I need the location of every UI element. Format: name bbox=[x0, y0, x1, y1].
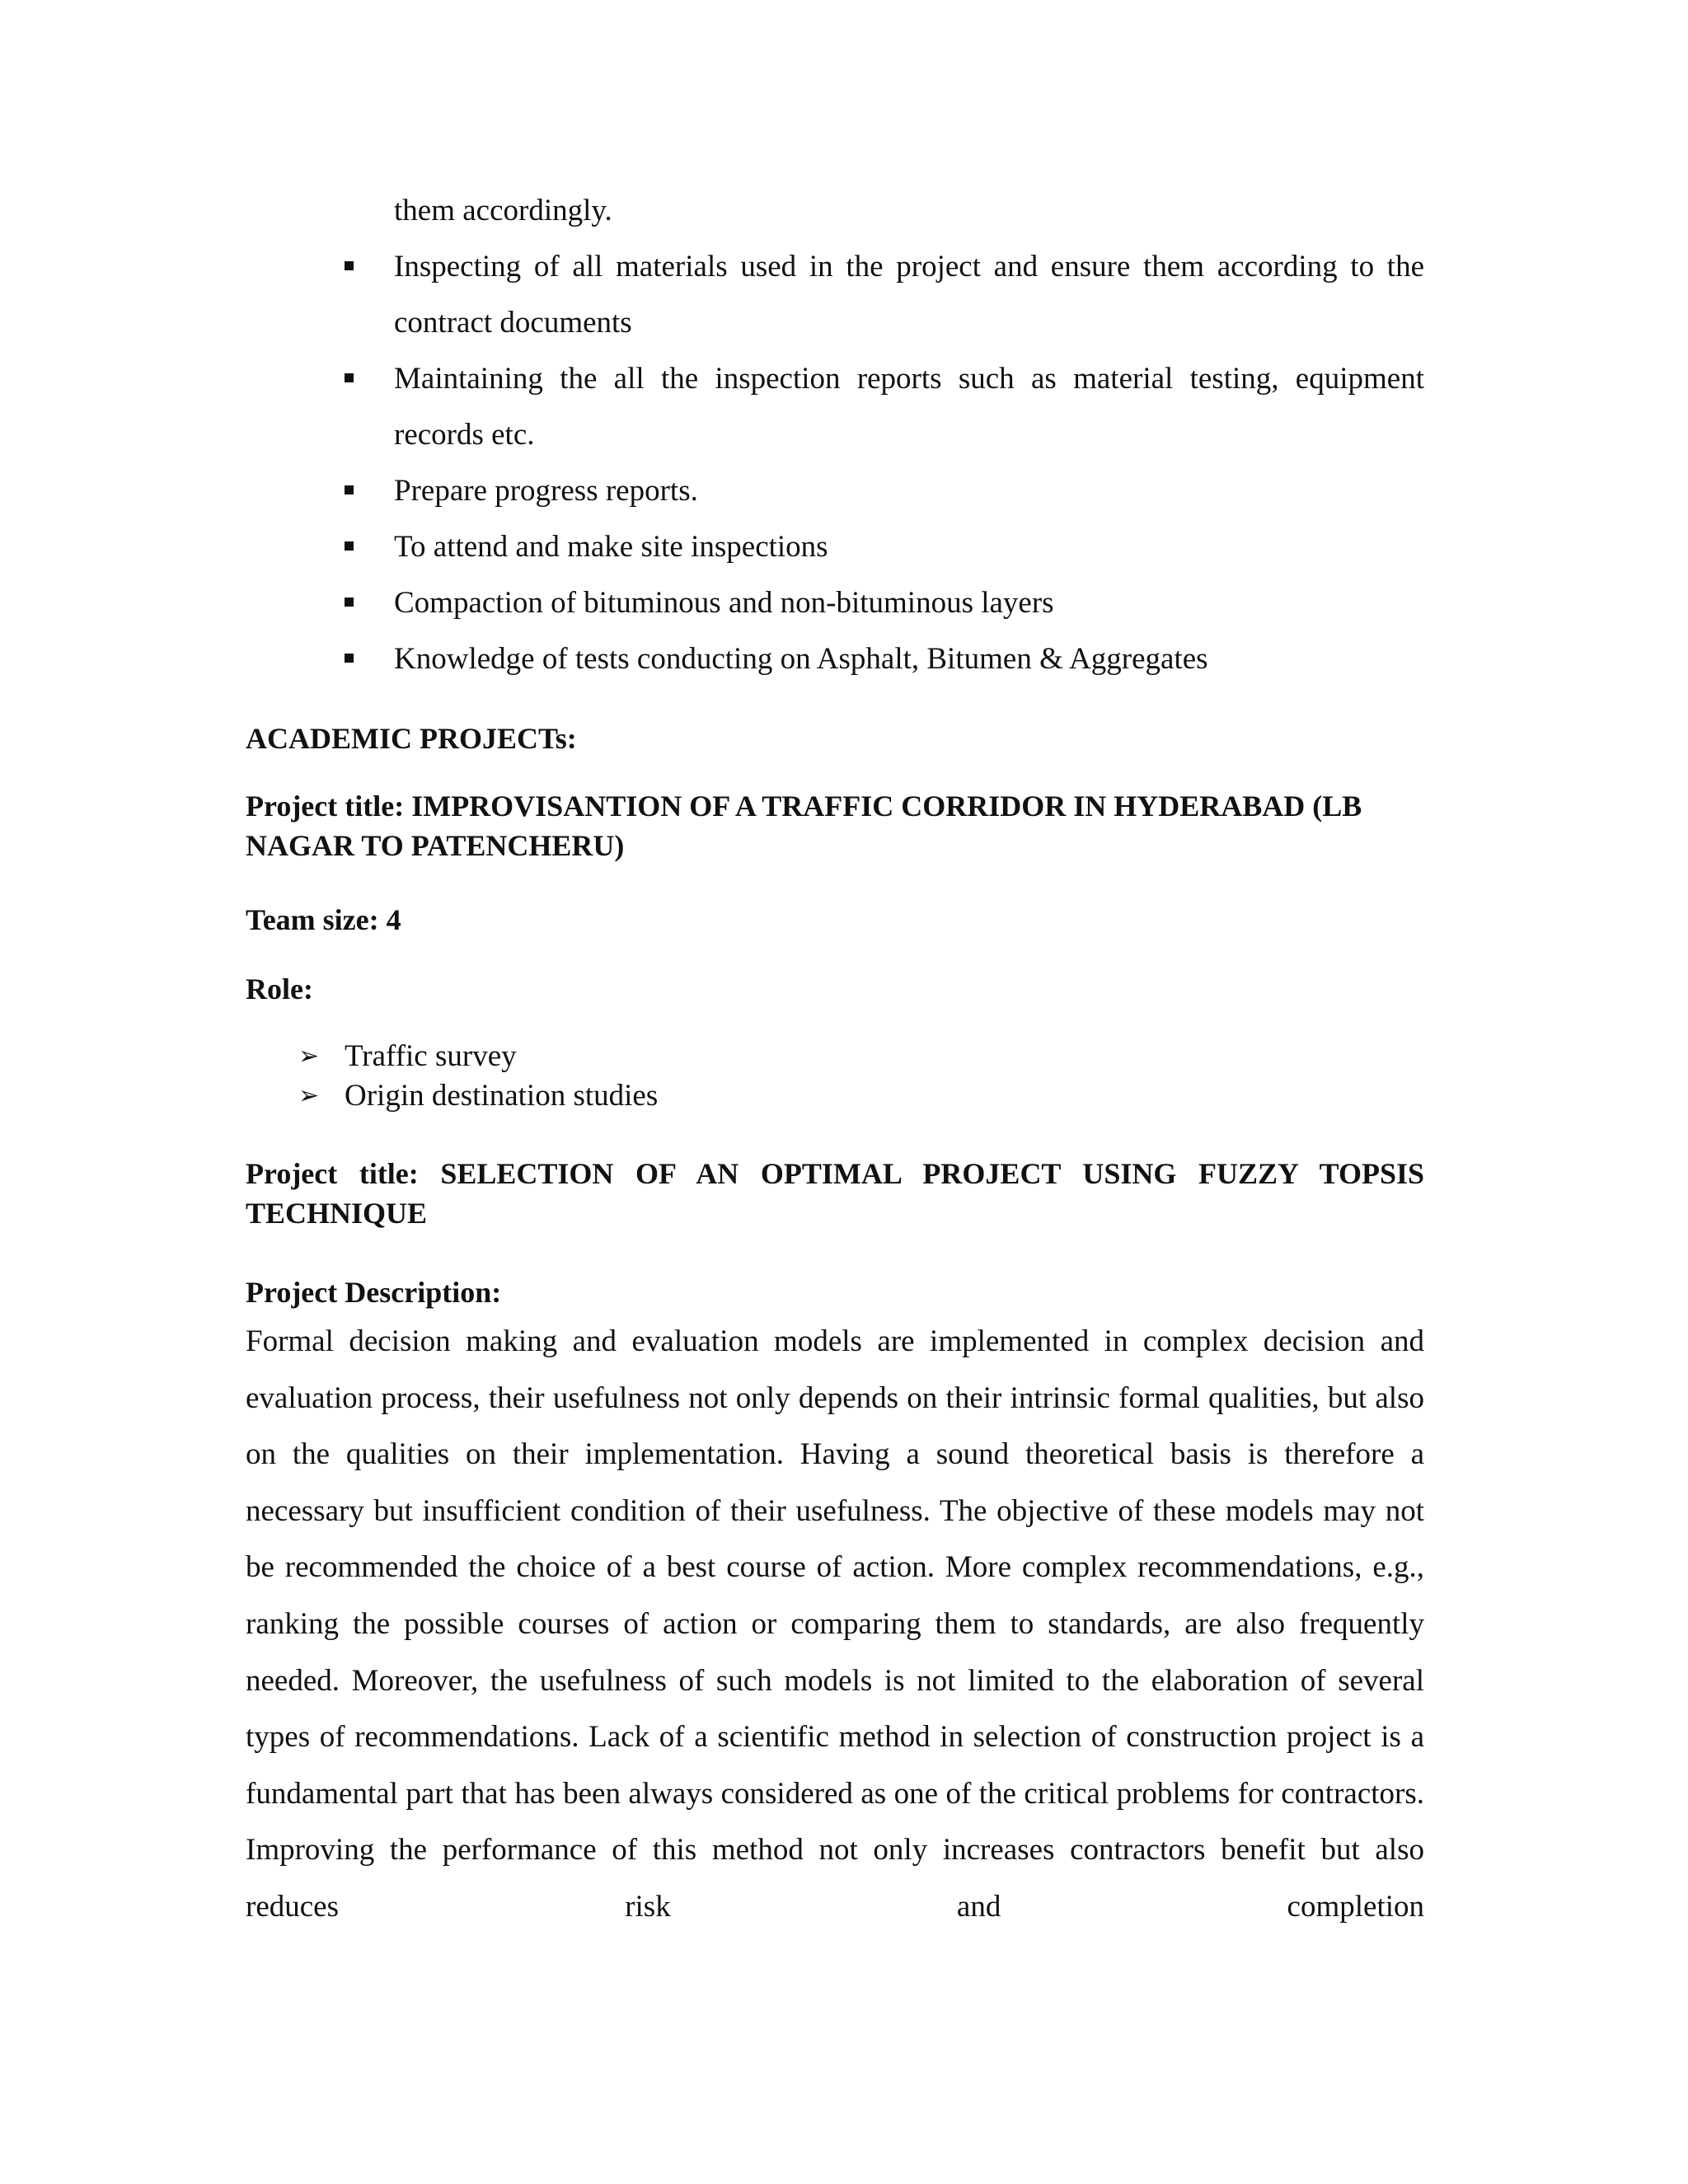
role-heading: Role: bbox=[246, 972, 313, 1005]
list-item bbox=[345, 351, 1424, 463]
project-description-heading: Project Description: bbox=[246, 1276, 502, 1309]
responsibilities-list bbox=[345, 183, 1424, 687]
project-description-text: Formal decision making and evaluation models are implemented in complex decision and evaluation process, their usefulness not only depends on their intrinsic formal qualities, but also on the qualities on their implementation. Having a sound theoretical basis is therefore a necessary but insufficient condition of their usefulness. The objective of these models may not be recommended the choice of a best course of action. More complex recommendations, e.g., ranking the possible courses of action or comparing them to standards, are also frequently needed. Moreover, the usefulness of such models is not limited to the elaboration of several types of recommendations. Lack of a scientific method in selection of construction project is a fundamental part that has been always considered as one of the critical problems for contractors. Improving the performance of this method not only increases contractors benefit but also reduces risk and completion bbox=[246, 1324, 1424, 1924]
list-item-text: Knowledge of tests conducting on Asphalt, Bitumen & Aggregates bbox=[394, 642, 1208, 676]
role-item-text: Origin destination studies bbox=[345, 1079, 659, 1113]
list-item bbox=[345, 463, 1424, 519]
role-item bbox=[298, 1037, 658, 1076]
role-item-text: Traffic survey bbox=[345, 1039, 517, 1073]
list-item-text: To attend and make site inspections bbox=[394, 530, 828, 564]
list-item bbox=[345, 239, 1424, 351]
list-item-text: Inspecting of all materials used in the project and ensure them according to the contract documents bbox=[394, 250, 1424, 340]
square-bullet-icon bbox=[345, 598, 354, 607]
role-item bbox=[298, 1076, 658, 1116]
list-item-text: Maintaining the all the inspection reports such as material testing, equipment records etc. bbox=[394, 362, 1424, 452]
square-bullet-icon bbox=[345, 485, 354, 494]
list-item bbox=[345, 519, 1424, 575]
square-bullet-icon bbox=[345, 261, 354, 270]
list-item-text: Compaction of bituminous and non-bituminous layers bbox=[394, 586, 1054, 620]
list-item-text: them accordingly. bbox=[394, 194, 612, 227]
list-item-text: Prepare progress reports. bbox=[394, 474, 698, 508]
list-item bbox=[345, 631, 1424, 687]
arrow-bullet-icon: ➢ bbox=[298, 1081, 320, 1110]
team-size: Team size: 4 bbox=[246, 903, 401, 936]
roles-list bbox=[298, 1037, 658, 1116]
project-title-1: Project title: IMPROVISANTION OF A TRAFFIC CORRIDOR IN HYDERABAD (LB NAGAR TO PATENCHERU) bbox=[246, 790, 1362, 862]
project-title-2: Project title: SELECTION OF AN OPTIMAL PROJECT USING FUZZY TOPSIS TECHNIQUE bbox=[246, 1157, 1424, 1230]
list-item-continuation bbox=[345, 183, 1424, 239]
arrow-bullet-icon: ➢ bbox=[298, 1042, 320, 1071]
list-item bbox=[345, 575, 1424, 631]
square-bullet-icon bbox=[345, 373, 354, 382]
square-bullet-icon bbox=[345, 541, 354, 551]
academic-projects-heading: ACADEMIC PROJECTs: bbox=[246, 722, 577, 755]
square-bullet-icon bbox=[345, 654, 354, 663]
